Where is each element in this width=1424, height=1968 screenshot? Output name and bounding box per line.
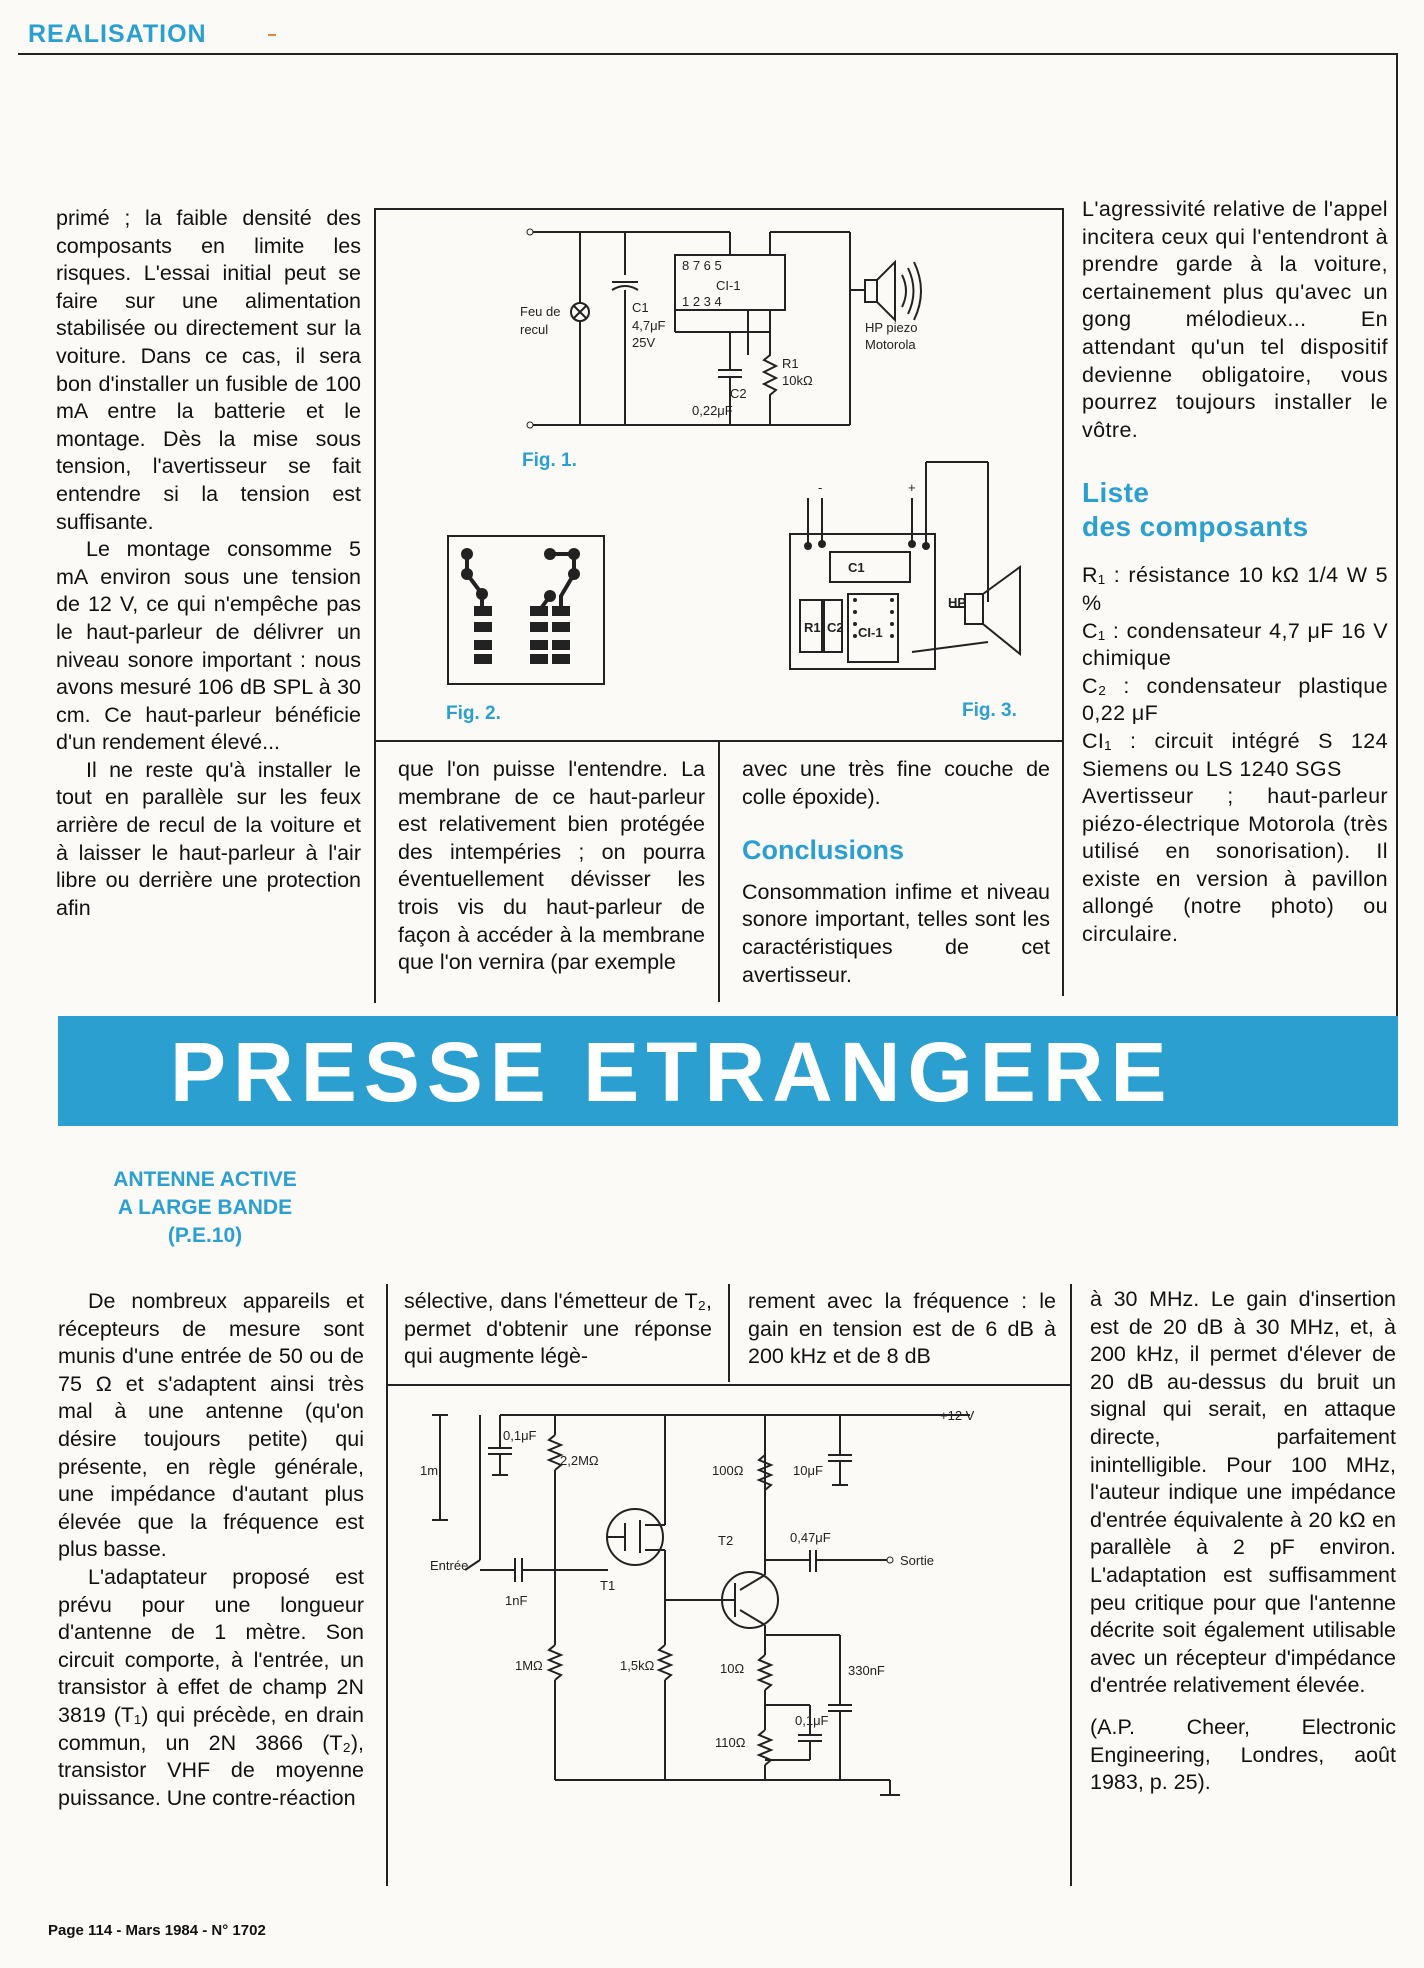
schematic-supply: +12 V xyxy=(940,1408,975,1423)
paragraph: sélective, dans l'émetteur de T₂, permet d'obtenir une réponse qui augmente légè- xyxy=(404,1289,712,1369)
schematic-t2: T2 xyxy=(718,1533,734,1548)
article2-title xyxy=(90,1166,320,1250)
paragraph: Le montage consomme 5 mA environ sous une tension de 12 V, ce qui n'empêche pas le haut-parleur de délivrer un niveau sonore important : nous avons mesuré 106 dB SPL à 30 cm. Ce haut-parleur bénéficie d'un rendement élevé... xyxy=(56,537,361,755)
schematic-c01b: 0,1μF xyxy=(795,1713,829,1728)
fig1-lamp-label2: recul xyxy=(520,322,549,337)
schematic-r15: 1,5kΩ xyxy=(620,1658,655,1673)
title-line: (P.E.10) xyxy=(167,1224,243,1247)
heading-line: Liste xyxy=(1082,477,1150,509)
paragraph: Il ne reste qu'à installer le tout en parallèle sur les feux arrière de recul de la voiture et à laisser le haut-parleur à l'air libre ou derrière une protection afin xyxy=(56,757,361,920)
schematic-antenna-length: 1m xyxy=(420,1463,439,1478)
page-footer: Page 114 - Mars 1984 - N° 1702 xyxy=(48,1922,266,1939)
fig3-c1-label: C1 xyxy=(848,560,865,575)
liste-heading xyxy=(1082,476,1388,544)
fig1-lamp-label: Feu de xyxy=(520,304,561,319)
fig2-pcb-layout xyxy=(448,536,606,686)
article1-col4 xyxy=(1082,196,1388,949)
fig3-c2-label: C2 xyxy=(827,620,844,635)
figure-box-right xyxy=(1062,208,1064,996)
schematic-r100: 100Ω xyxy=(712,1463,744,1478)
fig3-minus: - xyxy=(818,480,823,495)
paragraph: L'adaptateur proposé est prévu pour une longueur d'antenne de 1 mètre. Son circuit comporte, à l'entrée, un transistor à effet de champ 2N 3819 (T₁) qui précède, en drain commun, un 2N 3866 (T₂), transistor VHF de moyenne puissance. Une contre-réaction xyxy=(58,1564,364,1810)
fig1-c1-label: C1 xyxy=(632,300,649,315)
fig3-caption: Fig. 3. xyxy=(962,700,1017,721)
fig1-pins-bottom: 1 2 3 4 xyxy=(682,294,722,309)
fig1-caption: Fig. 1. xyxy=(522,450,577,471)
fig1-hp-label: HP piezo xyxy=(865,320,918,335)
schematic-t1: T1 xyxy=(600,1578,616,1593)
article2-col3 xyxy=(748,1288,1056,1371)
component-item: C₁ : condensateur 4,7 μF 16 V chimique xyxy=(1082,618,1388,671)
fig3-r1-label: R1 xyxy=(804,620,821,635)
article2-col4 xyxy=(1090,1286,1396,1797)
source-citation: (A.P. Cheer, Electronic Engineering, Londres, août 1983, p. 25). xyxy=(1090,1714,1396,1795)
fig3-plus: + xyxy=(908,480,916,495)
schematic-c330: 330nF xyxy=(848,1663,885,1678)
paragraph: De nombreux appareils et récepteurs de mesure sont munis d'une entrée de 50 ou de 75 Ω et s'adaptent ainsi très mal à une antenne (qu'on désire toujours petite) qui présente, en règle générale, une impédance d'autant plus élevée que la fréquence est plus basse. xyxy=(58,1289,364,1562)
article1-col1 xyxy=(56,205,361,922)
schematic-c01: 0,1μF xyxy=(503,1428,537,1443)
schematic-r10: 10Ω xyxy=(720,1661,745,1676)
schematic-c047: 0,47μF xyxy=(790,1530,831,1545)
header-dash xyxy=(268,34,276,36)
heading-line: des composants xyxy=(1082,511,1309,543)
fig1-pins-top: 8 7 6 5 xyxy=(682,258,722,273)
column-divider-2 xyxy=(728,1284,730,1382)
title-line: A LARGE BANDE xyxy=(117,1196,293,1219)
article2-col1 xyxy=(58,1288,364,1812)
conclusions-heading: Conclusions xyxy=(742,835,905,866)
presse-banner xyxy=(58,1016,1398,1126)
fig2-caption: Fig. 2. xyxy=(446,703,501,724)
frame-right xyxy=(1396,53,1398,1019)
schematic-box-left xyxy=(386,1284,388,1886)
schematic-r22: 2,2MΩ xyxy=(560,1453,599,1468)
fig1-schematic xyxy=(520,220,940,430)
fig1-c2-value: 0,22μF xyxy=(692,403,733,418)
schematic-input-label: Entrée xyxy=(430,1558,469,1573)
article1-col2 xyxy=(398,756,705,977)
fig3-ic-label: CI-1 xyxy=(858,625,883,640)
article1-col3 xyxy=(742,756,1050,989)
antenna-schematic xyxy=(400,1395,1060,1875)
fig1-ic-label: CI-1 xyxy=(716,278,741,293)
paragraph: Consommation infime et niveau sonore important, telles sont les caractéristiques de cet avertisseur. xyxy=(742,879,1050,987)
fig3-board-layout xyxy=(790,462,1040,692)
fig1-c1-value: 4,7μF xyxy=(632,318,666,333)
component-item: CI₁ : circuit intégré S 124 Siemens ou LS 1240 SGS xyxy=(1082,728,1388,781)
figure-box-top xyxy=(374,208,1064,210)
paragraph: rement avec la fréquence : le gain en tension est de 6 dB à 200 kHz et de 8 dB xyxy=(748,1289,1056,1369)
component-item: Avertisseur ; haut-parleur piézo-électrique Motorola (très utilisé en sonorisation). Il existe en version à pavillon allongé (notre photo) ou circulaire. xyxy=(1082,784,1388,947)
schematic-r1m: 1MΩ xyxy=(515,1658,543,1673)
paragraph: à 30 MHz. Le gain d'insertion est de 20 dB à 30 MHz, et, à 200 kHz, il permet d'élever de 20 dB au-dessus du bruit un signal qui serait, en attaque directe, parfaitement inintelligible. Pour 100 MHz, l'auteur indique une impédance d'entrée équivalente à 20 kΩ en parallèle à 2 pF environ. L'adaptation est suffisamment peu critique pour que l'antenne décrite soit également utilisable avec un récepteur d'impédance d'entrée relativement élevée. xyxy=(1090,1287,1396,1698)
schematic-c1n: 1nF xyxy=(505,1593,528,1608)
paragraph: primé ; la faible densité des composants en limite les risques. L'essai initial peut se faire sur une alimentation stabilisée ou directement sur la voiture. Dans ce cas, il sera bon d'installer un fusible de 100 mA entre la batterie et le montage. Dès la mise sous tension, l'avertisseur se fait entendre si la tension est suffisante. xyxy=(56,206,361,534)
frame-top xyxy=(18,53,1398,55)
paragraph: L'agressivité relative de l'appel incitera ceux qui l'entendront à prendre garde à la voiture, certainement plus qu'avec un gong mélodieux... En attendant qu'un tel dispositif devienne obligatoire, vous pourrez toujours installer le vôtre. xyxy=(1082,197,1388,442)
fig3-hp-label: HP xyxy=(948,595,967,610)
paragraph: avec une très fine couche de colle époxide). xyxy=(742,757,1050,809)
column-divider xyxy=(718,740,720,1002)
schematic-box-top xyxy=(386,1384,1072,1386)
figure-box-left xyxy=(374,208,376,1003)
paragraph: que l'on puisse l'entendre. La membrane de ce haut-parleur est relativement bien protégée des intempéries ; on pourra éventuellement dévisser les trois vis du haut-parleur de façon à accéder à la membrane que l'on vernira (par exemple xyxy=(398,757,705,975)
schematic-r110: 110Ω xyxy=(715,1735,746,1750)
fig1-r1-label: R1 xyxy=(782,356,799,371)
banner-title: PRESSE ETRANGERE xyxy=(170,1025,1174,1119)
fig1-c2-label: C2 xyxy=(730,386,747,401)
title-line: ANTENNE ACTIVE xyxy=(113,1168,297,1191)
component-item: R₁ : résistance 10 kΩ 1/4 W 5 % xyxy=(1082,563,1388,615)
fig1-c1-voltage: 25V xyxy=(632,335,656,350)
schematic-c10: 10μF xyxy=(793,1463,823,1478)
article2-col2 xyxy=(404,1288,712,1371)
fig1-hp-label2: Motorola xyxy=(865,337,916,352)
component-item: C₂ : condensateur plastique 0,22 μF xyxy=(1082,673,1388,726)
schematic-box-right xyxy=(1070,1284,1072,1886)
section-header: REALISATION xyxy=(28,20,207,48)
fig1-r1-value: 10kΩ xyxy=(782,373,813,388)
schematic-output-label: Sortie xyxy=(900,1553,934,1568)
